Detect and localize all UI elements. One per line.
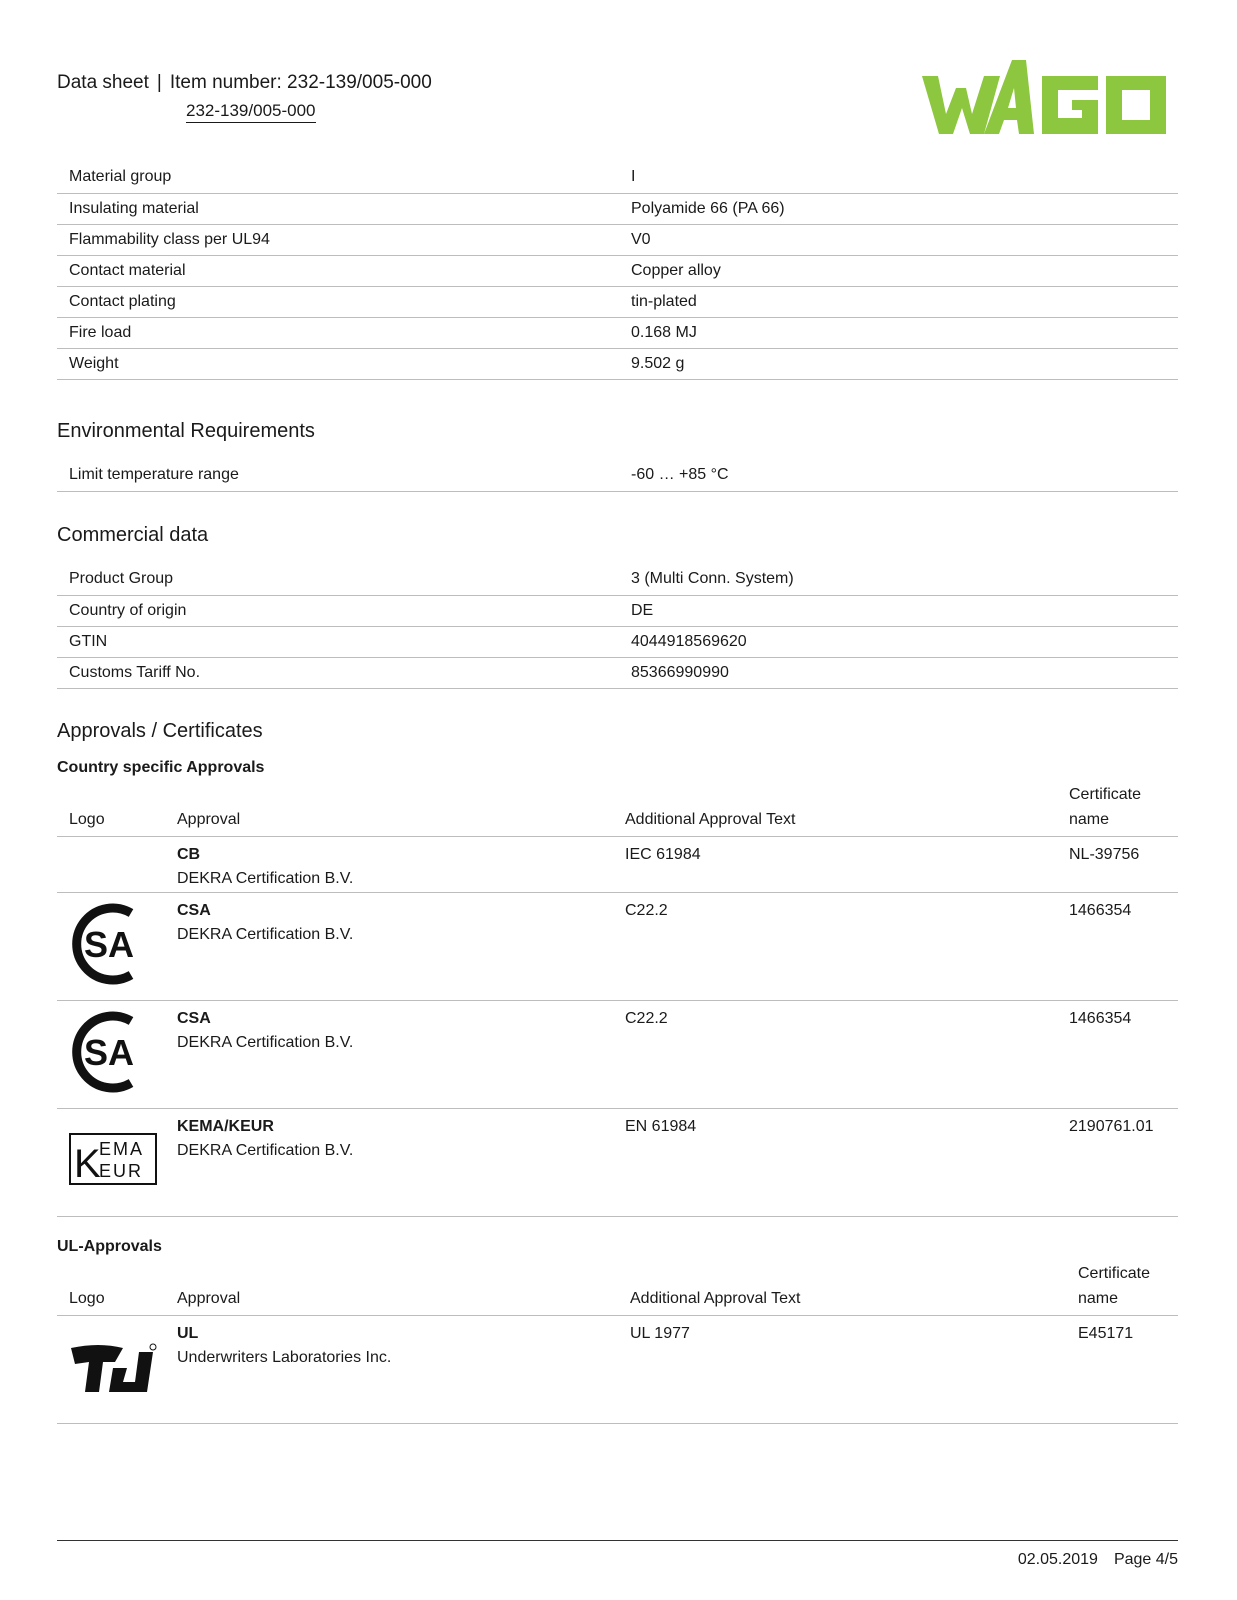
additional-text: UL 1977 (630, 1316, 1078, 1424)
row-value: tin-plated (618, 286, 1178, 317)
row-label: Weight (57, 348, 618, 379)
csa-logo-icon (69, 1007, 149, 1097)
col-certificate-line2: name (1069, 811, 1110, 828)
table-row (57, 193, 1178, 224)
table-row (57, 162, 1178, 193)
svg-text:EUR: EUR (99, 1161, 144, 1181)
row-value: DE (618, 595, 1178, 626)
col-logo: Logo (57, 1261, 177, 1316)
additional-text: C22.2 (625, 1001, 1069, 1109)
table-header-row (57, 782, 1178, 837)
table-row (57, 286, 1178, 317)
table-row (57, 837, 1178, 893)
logo-cell (57, 1001, 177, 1109)
environmental-heading: Environmental Requirements (57, 420, 315, 442)
additional-text: IEC 61984 (625, 837, 1069, 893)
footer (1018, 1551, 1178, 1569)
row-label: Contact material (57, 255, 618, 286)
col-approval: Approval (177, 782, 625, 837)
approval-name: UL (177, 1325, 199, 1342)
col-certificate (1078, 1261, 1178, 1316)
table-row (57, 893, 1178, 1001)
certificate-name: 2190761.01 (1069, 1109, 1178, 1217)
approval-org: DEKRA Certification B.V. (177, 870, 354, 887)
table-row (57, 657, 1178, 688)
title-separator: | (156, 72, 162, 93)
row-label: Customs Tariff No. (57, 657, 618, 688)
col-certificate-line2: name (1078, 1290, 1119, 1307)
approval-name: KEMA/KEUR (177, 1118, 274, 1135)
approval-name: CSA (177, 902, 211, 919)
row-value: Polyamide 66 (PA 66) (618, 193, 1178, 224)
material-table (57, 162, 1178, 380)
row-value: 0.168 MJ (618, 317, 1178, 348)
table-row (57, 224, 1178, 255)
col-approval: Approval (177, 1261, 630, 1316)
row-label: GTIN (57, 626, 618, 657)
row-value: 3 (Multi Conn. System) (618, 564, 1178, 595)
table-row (57, 1109, 1178, 1217)
approval-org: DEKRA Certification B.V. (177, 1142, 354, 1159)
table-row (57, 348, 1178, 379)
approval-cell (177, 1001, 625, 1109)
logo-cell (57, 1316, 177, 1424)
row-label: Limit temperature range (57, 460, 618, 491)
col-additional: Additional Approval Text (625, 782, 1069, 837)
commercial-heading: Commercial data (57, 524, 209, 546)
row-value: 4044918569620 (618, 626, 1178, 657)
item-number-link[interactable]: 232-139/005-000 (186, 101, 316, 123)
logo-cell (57, 893, 177, 1001)
logo-cell (57, 1109, 177, 1217)
wago-logo (922, 58, 1178, 144)
logo-cell (57, 837, 177, 893)
table-row (57, 255, 1178, 286)
table-row (57, 1001, 1178, 1109)
additional-text: C22.2 (625, 893, 1069, 1001)
row-value: V0 (618, 224, 1178, 255)
table-row (57, 626, 1178, 657)
country-approvals-heading: Country specific Approvals (57, 759, 265, 776)
row-label: Product Group (57, 564, 618, 595)
approval-org: Underwriters Laboratories Inc. (177, 1349, 392, 1366)
row-label: Contact plating (57, 286, 618, 317)
row-label: Material group (57, 162, 618, 193)
environmental-table (57, 460, 1178, 492)
kema-keur-logo-icon (69, 1133, 157, 1185)
approval-org: DEKRA Certification B.V. (177, 926, 354, 943)
title-prefix: Data sheet (57, 72, 149, 93)
approval-org: DEKRA Certification B.V. (177, 1034, 354, 1051)
table-row (57, 460, 1178, 491)
col-certificate-line1: Certificate (1078, 1265, 1151, 1282)
certificate-name: 1466354 (1069, 1001, 1178, 1109)
ul-approvals-heading: UL-Approvals (57, 1238, 162, 1255)
row-label: Fire load (57, 317, 618, 348)
approval-cell (177, 1109, 625, 1217)
approval-name: CB (177, 846, 201, 863)
certificate-name: 1466354 (1069, 893, 1178, 1001)
footer-divider (57, 1540, 1178, 1541)
certificate-name: NL-39756 (1069, 837, 1178, 893)
table-row (57, 595, 1178, 626)
row-value: 9.502 g (618, 348, 1178, 379)
col-certificate (1069, 782, 1178, 837)
row-label: Flammability class per UL94 (57, 224, 618, 255)
row-label: Insulating material (57, 193, 618, 224)
commercial-table (57, 564, 1178, 689)
footer-page: Page 4/5 (1113, 1551, 1178, 1568)
svg-text:SA: SA (83, 1032, 135, 1073)
csa-logo-icon (69, 899, 149, 989)
svg-text:K: K (74, 1142, 101, 1185)
document-title (57, 72, 432, 94)
ul-logo-icon (69, 1342, 159, 1396)
approval-cell (177, 1316, 630, 1424)
row-value: Copper alloy (618, 255, 1178, 286)
item-number-label: Item number: 232-139/005-000 (169, 72, 432, 93)
certificate-name: E45171 (1078, 1316, 1178, 1424)
col-certificate-line1: Certificate (1069, 786, 1142, 803)
row-value: I (618, 162, 1178, 193)
approval-name: CSA (177, 1010, 211, 1027)
table-row (57, 317, 1178, 348)
col-additional: Additional Approval Text (630, 1261, 1078, 1316)
svg-text:EMA: EMA (99, 1139, 145, 1159)
row-value: -60 … +85 °C (618, 460, 1178, 491)
footer-date: 02.05.2019 (1017, 1551, 1098, 1568)
table-row (57, 1316, 1178, 1424)
svg-text:SA: SA (83, 924, 135, 965)
table-header-row (57, 1261, 1178, 1316)
row-label: Country of origin (57, 595, 618, 626)
approval-cell (177, 893, 625, 1001)
ul-approvals-table (57, 1261, 1178, 1424)
country-approvals-table (57, 782, 1178, 1217)
approvals-heading: Approvals / Certificates (57, 720, 263, 742)
col-logo: Logo (57, 782, 177, 837)
additional-text: EN 61984 (625, 1109, 1069, 1217)
table-row (57, 564, 1178, 595)
row-value: 85366990990 (618, 657, 1178, 688)
approval-cell (177, 837, 625, 893)
